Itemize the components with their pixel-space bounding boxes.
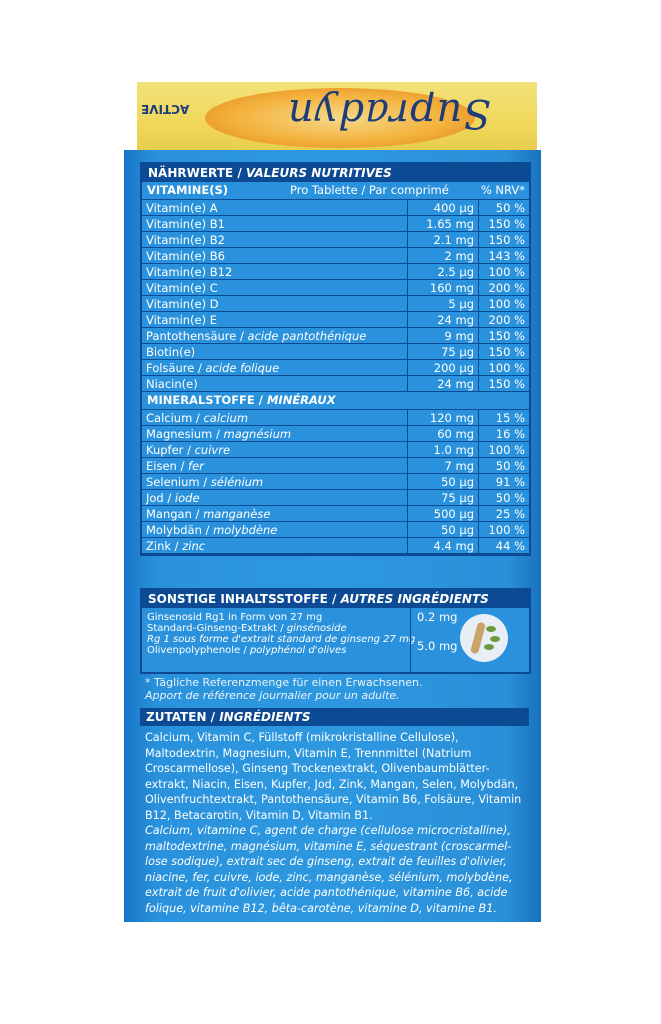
table-row xyxy=(142,376,529,392)
table-row xyxy=(142,296,529,312)
table-row xyxy=(142,490,529,506)
nutrient-nrv: 150 % xyxy=(479,328,530,344)
other-ingredients-panel xyxy=(140,588,531,674)
nutrient-amount: 2.1 mg xyxy=(408,232,479,248)
nutrient-nrv: 143 % xyxy=(479,248,530,264)
nutrition-header: NÄHRWERTE / VALEURS NUTRITIVES xyxy=(142,164,529,182)
nutrient-name: Vitamin(e) A xyxy=(142,200,408,216)
ingredients-fr: Calcium, vitamine C, agent de charge (cellulose microcristalline), maltodextrine, magnésium, vitamine E, séquestrant (croscarmel-lose sodique), extrait sec de ginseng, extrait de feuilles d'olivier, niacine, fer, cuivre, iode, zinc, manganèse, sélénium, molybdène, extrait de fruit d'olivier, acide pantothénique, vitamine B6, acide folique, vitamine B12, bêta-carotène, vitamine D, vitamine B1. xyxy=(145,824,513,915)
nutrient-amount: 400 µg xyxy=(408,200,479,216)
nutrient-name: Mangan / manganèse xyxy=(142,506,408,522)
nutrient-nrv: 16 % xyxy=(479,426,530,442)
nutrient-name: Kupfer / cuivre xyxy=(142,442,408,458)
table-row xyxy=(142,280,529,296)
nutrient-amount: 1.65 mg xyxy=(408,216,479,232)
reference-note: * Tägliche Referenzmenge für einen Erwachsenen. Apport de référence journalier pour un adulte. xyxy=(145,676,423,702)
ginsenoside-value: 0.2 mg xyxy=(417,610,458,624)
table-row xyxy=(142,344,529,360)
per-tablet-label: Pro Tablette / Par comprimé xyxy=(290,183,449,197)
ingredients-de: Calcium, Vitamin C, Füllstoff (mikrokristalline Cellulose), Maltodextrin, Magnesium, Vitamin E, Trennmittel (Natrium Croscarmellose), Ginseng Trockenextrakt, Olivenbaumblätter-extrakt, Niacin, Eisen, Kupfer, Jod, Zink, Mangan, Selen, Molybdän, Olivenfruchtextrakt, Pantothensäure, Vitamin B6, Folsäure, Vitamin B12, Betacarotin, Vitamin D, Vitamin B1. xyxy=(145,731,522,822)
nutrient-amount: 75 µg xyxy=(408,344,479,360)
table-row xyxy=(142,538,529,554)
nutrient-amount: 24 mg xyxy=(408,312,479,328)
table-row xyxy=(142,458,529,474)
nutrient-name: Biotin(e) xyxy=(142,344,408,360)
nutrient-nrv: 100 % xyxy=(479,296,530,312)
nutrient-amount: 60 mg xyxy=(408,426,479,442)
nutrient-name: Vitamin(e) B2 xyxy=(142,232,408,248)
minerals-subheader: MINERALSTOFFE / MINÉRAUX xyxy=(142,392,529,410)
nutrient-nrv: 15 % xyxy=(479,410,530,426)
other-header: SONSTIGE INHALTSSTOFFE / AUTRES INGRÉDIENTS xyxy=(142,590,529,608)
table-row xyxy=(142,232,529,248)
nutrient-amount: 75 µg xyxy=(408,490,479,506)
nutrient-amount: 120 mg xyxy=(408,410,479,426)
table-row xyxy=(142,264,529,280)
nutrient-amount: 500 µg xyxy=(408,506,479,522)
nutrient-amount: 5 µg xyxy=(408,296,479,312)
nutrient-nrv: 150 % xyxy=(479,216,530,232)
vitamins-subheader: VITAMINE(S) Pro Tablette / Par comprimé % NRV* xyxy=(142,182,529,200)
nutrient-nrv: 25 % xyxy=(479,506,530,522)
nutrient-amount: 2 mg xyxy=(408,248,479,264)
nutrient-name: Eisen / fer xyxy=(142,458,408,474)
nutrient-nrv: 44 % xyxy=(479,538,530,554)
nutrient-amount: 50 µg xyxy=(408,474,479,490)
nutrient-name: Magnesium / magnésium xyxy=(142,426,408,442)
other-content xyxy=(142,608,529,672)
nutrient-nrv: 150 % xyxy=(479,376,530,392)
nutrient-name: Folsäure / acide folique xyxy=(142,360,408,376)
lid-side-text: ACTIVE xyxy=(141,102,190,116)
ginsenoside-fr-line: Rg 1 sous forme d'extrait standard de ginseng 27 mg xyxy=(147,634,416,645)
ginsenoside-line: Ginsenosid Rg1 in Form von 27 mg xyxy=(147,612,323,623)
nutrient-nrv: 100 % xyxy=(479,360,530,376)
nutrient-nrv: 200 % xyxy=(479,280,530,296)
ginseng-olive-icon xyxy=(460,614,508,662)
nutrient-nrv: 100 % xyxy=(479,264,530,280)
nutrient-amount: 24 mg xyxy=(408,376,479,392)
nutrient-nrv: 200 % xyxy=(479,312,530,328)
minerals-table xyxy=(142,410,529,554)
nutrient-amount: 1.0 mg xyxy=(408,442,479,458)
nutrient-amount: 160 mg xyxy=(408,280,479,296)
nutrient-name: Calcium / calcium xyxy=(142,410,408,426)
nutrient-name: Pantothensäure / acide pantothénique xyxy=(142,328,408,344)
nutrient-name: Jod / iode xyxy=(142,490,408,506)
nutrient-name: Selenium / sélénium xyxy=(142,474,408,490)
brand-name: Supradyn xyxy=(287,90,491,136)
nutrient-nrv: 50 % xyxy=(479,490,530,506)
table-row xyxy=(142,442,529,458)
table-row xyxy=(142,506,529,522)
nutrient-name: Vitamin(e) B12 xyxy=(142,264,408,280)
nutrient-amount: 50 µg xyxy=(408,522,479,538)
table-row xyxy=(142,410,529,426)
nutrient-name: Vitamin(e) D xyxy=(142,296,408,312)
nutrient-name: Molybdän / molybdène xyxy=(142,522,408,538)
other-values xyxy=(417,612,457,652)
ingredients-text xyxy=(145,730,527,916)
other-divider xyxy=(410,608,411,672)
table-row xyxy=(142,474,529,490)
table-row xyxy=(142,200,529,216)
ginseng-extract-line: Standard-Ginseng-Extrakt / ginsénoside xyxy=(147,623,347,634)
nutrient-nrv: 50 % xyxy=(479,200,530,216)
nrv-label: % NRV* xyxy=(480,183,525,197)
table-row xyxy=(142,216,529,232)
nutrient-amount: 200 µg xyxy=(408,360,479,376)
nutrient-name: Vitamin(e) E xyxy=(142,312,408,328)
nutrient-name: Vitamin(e) B6 xyxy=(142,248,408,264)
nutrient-nrv: 100 % xyxy=(479,442,530,458)
nutrient-name: Vitamin(e) C xyxy=(142,280,408,296)
table-row xyxy=(142,248,529,264)
table-row xyxy=(142,522,529,538)
nutrient-nrv: 100 % xyxy=(479,522,530,538)
ingredients-header: ZUTATEN / INGRÉDIENTS xyxy=(140,708,529,726)
table-row xyxy=(142,328,529,344)
nutrient-nrv: 50 % xyxy=(479,458,530,474)
nutrient-amount: 7 mg xyxy=(408,458,479,474)
nutrition-panel xyxy=(140,162,531,556)
nutrient-nrv: 91 % xyxy=(479,474,530,490)
olive-polyphenol-value: 5.0 mg xyxy=(417,639,458,653)
nutrient-name: Vitamin(e) B1 xyxy=(142,216,408,232)
vitamins-table xyxy=(142,200,529,392)
nutrient-amount: 2.5 µg xyxy=(408,264,479,280)
nutrient-nrv: 150 % xyxy=(479,232,530,248)
nutrient-nrv: 150 % xyxy=(479,344,530,360)
table-row xyxy=(142,312,529,328)
nutrient-amount: 9 mg xyxy=(408,328,479,344)
nutrient-name: Zink / zinc xyxy=(142,538,408,554)
olive-polyphenol-line: Olivenpolyphenole / polyphénol d'olives xyxy=(147,645,347,656)
table-row xyxy=(142,360,529,376)
box-lid xyxy=(137,82,537,154)
nutrient-amount: 4.4 mg xyxy=(408,538,479,554)
table-row xyxy=(142,426,529,442)
nutrient-name: Niacin(e) xyxy=(142,376,408,392)
